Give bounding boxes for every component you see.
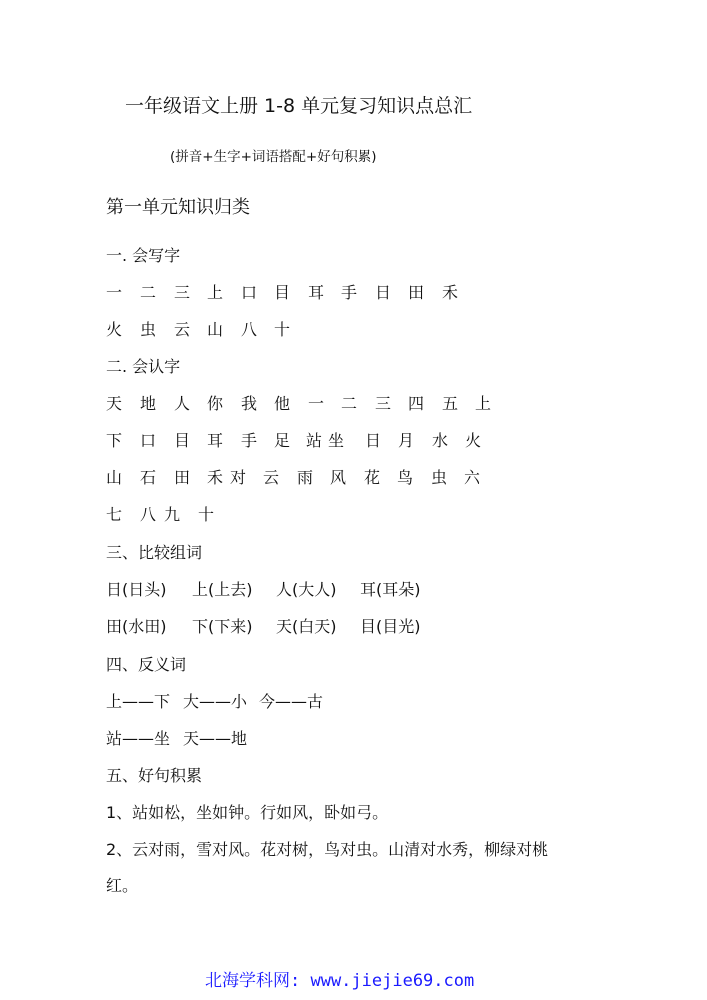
char: 花 [364, 468, 381, 487]
char: 手 [341, 283, 358, 302]
char: 口 [140, 431, 157, 450]
char: 人 [174, 394, 191, 413]
char: 虫 [140, 320, 157, 339]
char: 地 [140, 394, 157, 413]
section-heading-write: 一. 会写字 [106, 246, 181, 265]
char: 九 [164, 505, 181, 524]
char: 他 [274, 394, 291, 413]
char: 山 [106, 468, 123, 487]
char: 雨 [297, 468, 314, 487]
char: 一 [308, 394, 325, 413]
antonym-pair: 站——坐 [106, 729, 171, 748]
char: 足 [274, 431, 291, 450]
antonym-pair: 天——地 [183, 729, 248, 748]
unit-heading: 第一单元知识归类 [106, 197, 250, 218]
char: 你 [207, 394, 224, 413]
section-heading-sentences: 五、好句积累 [106, 766, 203, 785]
word-group: 天(白天) [276, 617, 337, 636]
char: 二 [140, 283, 157, 302]
word-group: 目(目光) [360, 617, 421, 636]
char: 天 [106, 394, 123, 413]
char: 云 [263, 468, 280, 487]
char: 云 [174, 320, 191, 339]
char: 八 [241, 320, 258, 339]
char: 目 [274, 283, 291, 302]
char: 下 [106, 431, 123, 450]
char: 禾 [442, 283, 459, 302]
sentence-2-line-2: 红。 [106, 876, 139, 895]
section-heading-compare: 三、比较组词 [106, 543, 203, 562]
char: 耳 [308, 283, 325, 302]
char: 三 [174, 283, 191, 302]
char: 四 [408, 394, 425, 413]
char: 禾 [207, 468, 224, 487]
char: 火 [465, 431, 482, 450]
char: 火 [106, 320, 123, 339]
char: 我 [241, 394, 258, 413]
char: 手 [241, 431, 258, 450]
antonym-pair: 今——古 [259, 692, 324, 711]
char: 八 [140, 505, 157, 524]
sentence-1: 1、站如松，坐如钟。行如风，卧如弓。 [106, 803, 389, 822]
char: 三 [375, 394, 392, 413]
char: 虫 [431, 468, 448, 487]
word-group: 上(上去) [192, 580, 253, 599]
document-subtitle: (拼音+生字+词语搭配+好句积累) [170, 149, 377, 165]
char: 风 [330, 468, 347, 487]
char: 上 [207, 283, 224, 302]
document-title: 一年级语文上册 1-8 单元复习知识点总汇 [125, 95, 473, 117]
char: 目 [174, 431, 191, 450]
char: 一 [106, 283, 123, 302]
word-group: 日(日头) [106, 580, 167, 599]
char: 耳 [207, 431, 224, 450]
section-heading-recognize: 二. 会认字 [106, 357, 181, 376]
word-group: 人(大人) [276, 580, 337, 599]
char: 口 [241, 283, 258, 302]
char: 十 [274, 320, 291, 339]
char: 坐 [328, 431, 345, 450]
footer-watermark: 北海学科网: www.jiejie69.com [205, 971, 475, 991]
char: 田 [174, 468, 191, 487]
section-heading-antonyms: 四、反义词 [106, 655, 187, 674]
char: 六 [464, 468, 481, 487]
char: 五 [442, 394, 459, 413]
antonym-pair: 大——小 [183, 692, 248, 711]
word-group: 耳(耳朵) [360, 580, 421, 599]
sentence-2-line-1: 2、云对雨，雪对风。花对树，鸟对虫。山清对水秀，柳绿对桃 [106, 840, 549, 859]
char: 山 [207, 320, 224, 339]
char: 十 [198, 505, 215, 524]
char: 二 [341, 394, 358, 413]
char: 日 [375, 283, 392, 302]
char: 石 [140, 468, 157, 487]
char: 日 [365, 431, 382, 450]
char: 水 [432, 431, 449, 450]
char: 上 [475, 394, 492, 413]
char: 田 [408, 283, 425, 302]
word-group: 下(下来) [192, 617, 253, 636]
char: 七 [106, 505, 123, 524]
char: 对 [230, 468, 247, 487]
char: 站 [306, 431, 323, 450]
antonym-pair: 上——下 [106, 692, 171, 711]
char: 月 [398, 431, 415, 450]
word-group: 田(水田) [106, 617, 167, 636]
char: 鸟 [397, 468, 414, 487]
